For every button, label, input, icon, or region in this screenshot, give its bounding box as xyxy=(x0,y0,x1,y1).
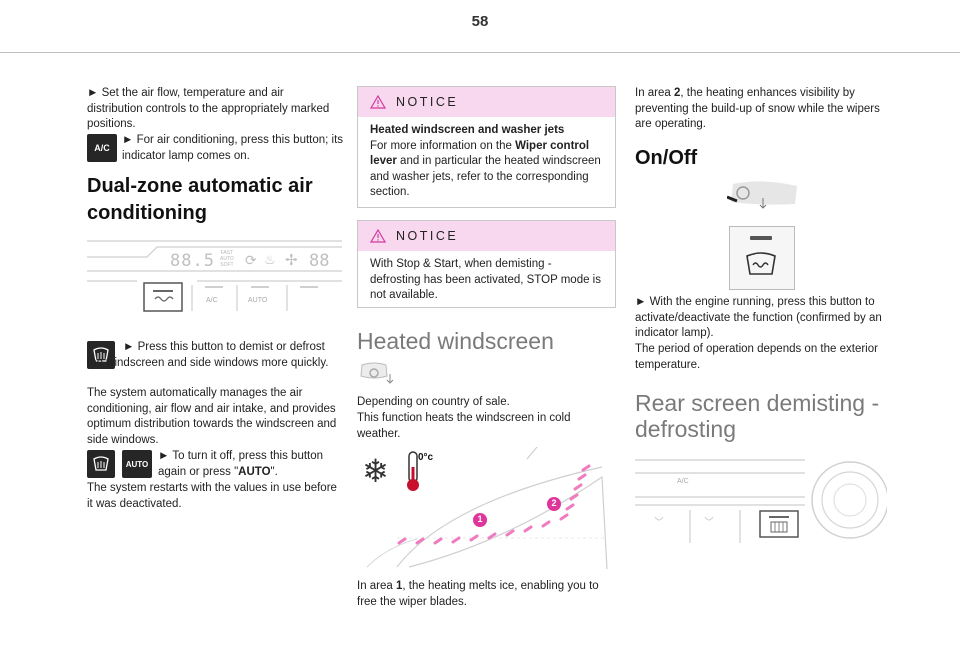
restart-description: The system restarts with the values in use before it was deactivated. xyxy=(87,482,337,510)
area-2-text-end: , the heating enhances visibility by preventing the build-up of snow while the wipers are operating. xyxy=(635,87,880,130)
area-1-text: In area xyxy=(357,580,396,592)
auto-icon-label: AUTO xyxy=(125,459,149,469)
windscreen-location-icon xyxy=(727,180,799,210)
system-description: The system automatically manages the air conditioning, air flow and air intake, and provides optimum distribution towards the windscreen and side windows. xyxy=(87,387,337,446)
demist-instruction: ► Press this button to demist or defrost the windscreen and side windows more quickly. xyxy=(87,341,329,369)
notice-box-stop-start xyxy=(357,220,616,308)
heated-windscreen-button xyxy=(729,226,795,290)
notice-bold-title: Heated windscreen and washer jets xyxy=(370,124,565,136)
notice-header xyxy=(358,87,615,117)
temperature-label: 0°c xyxy=(418,452,434,463)
ac-instruction: ► For air conditioning, press this button; its indicator lamp comes on. xyxy=(122,134,344,162)
area-1-number: 1 xyxy=(396,580,403,592)
panel-auto-label: AUTO xyxy=(248,297,268,304)
notice-text-1: For more information on the xyxy=(370,139,516,152)
operation-period-note: The period of operation depends on the exterior temperature. xyxy=(635,343,878,371)
section-heading-rear-screen: Rear screen demisting - defrosting xyxy=(635,390,880,442)
ac-icon-label: A/C xyxy=(94,143,110,153)
turnoff-instruction xyxy=(158,449,344,480)
notice-box-heated-windscreen xyxy=(357,86,616,208)
auto-button-icon xyxy=(122,450,152,478)
zone-1-number: 1 xyxy=(477,514,483,524)
heated-windscreen-illustration xyxy=(357,447,617,572)
turnoff-text: ► To turn it off, press this button again or press " xyxy=(158,450,324,478)
heated-windscreen-icon xyxy=(360,362,394,386)
area-2-text: In area xyxy=(635,87,674,99)
panel-ac-label: A/C xyxy=(206,297,218,304)
rear-panel-ac-label: A/C xyxy=(677,478,689,485)
section-heading-heated-windscreen: Heated windscreen xyxy=(357,328,554,354)
engine-running-instruction: ► With the engine running, press this button to activate/deactivate the function (confirmed by an indicator lamp). xyxy=(635,296,882,339)
air-distribution-icon: ♨ xyxy=(264,252,276,267)
page-number: 58 xyxy=(471,13,489,30)
demist-button-highlight xyxy=(144,283,182,311)
fan-icon: ✢ xyxy=(285,252,298,269)
snowflake-icon: ❄ xyxy=(362,452,389,490)
soft-label: SOFT xyxy=(220,262,234,268)
indicator-lamp xyxy=(750,236,772,240)
warning-triangle-icon xyxy=(370,229,386,243)
intro-paragraph: ► Set the air flow, temperature and air distribution controls to the appropriately marked positions. xyxy=(87,87,330,130)
notice-body xyxy=(358,117,615,207)
function-description: This function heats the windscreen in cold weather. xyxy=(357,412,571,440)
fast-auto-soft-label xyxy=(220,250,234,268)
notice-title: NOTICE xyxy=(396,229,459,243)
notice-text-2: and in particular the heated windscreen and washer jets, refer to the corresponding section. xyxy=(370,155,601,198)
zone-2-number: 2 xyxy=(551,498,557,508)
area-1-description xyxy=(357,579,617,610)
warning-triangle-icon xyxy=(370,95,386,109)
notice-bold-wiper: Wiper control lever xyxy=(370,139,590,167)
fast-label: FAST xyxy=(220,250,234,256)
ac-button-icon xyxy=(87,134,117,162)
windscreen-heating-icon xyxy=(744,252,778,278)
turnoff-text-end: ". xyxy=(270,465,278,478)
area-1-text-end: , the heating melts ice, enabling you to free the wiper blades. xyxy=(357,580,599,608)
windscreen-demist-icon-2 xyxy=(87,450,115,478)
country-note: Depending on country of sale. xyxy=(357,396,510,408)
notice-body: With Stop & Start, when demisting - defrosting has been activated, STOP mode is not available. xyxy=(370,258,601,301)
rear-screen-panel-illustration xyxy=(635,455,887,550)
area-2-description xyxy=(635,86,885,133)
notice-header xyxy=(358,221,615,251)
area-2-number: 2 xyxy=(674,87,681,99)
section-heading-dual-zone: Dual-zone automatic air conditioning xyxy=(87,175,313,224)
turnoff-auto-bold: AUTO xyxy=(238,465,271,478)
display-left-temp: 88.5 xyxy=(170,251,215,271)
header-divider xyxy=(0,52,960,53)
recirculation-icon: ⟳ xyxy=(245,252,257,268)
section-heading-on-off: On/Off xyxy=(635,147,698,169)
auto-mode-label: AUTO xyxy=(220,256,234,262)
display-right-temp: 88 xyxy=(309,251,330,271)
notice-title: NOTICE xyxy=(396,95,459,109)
